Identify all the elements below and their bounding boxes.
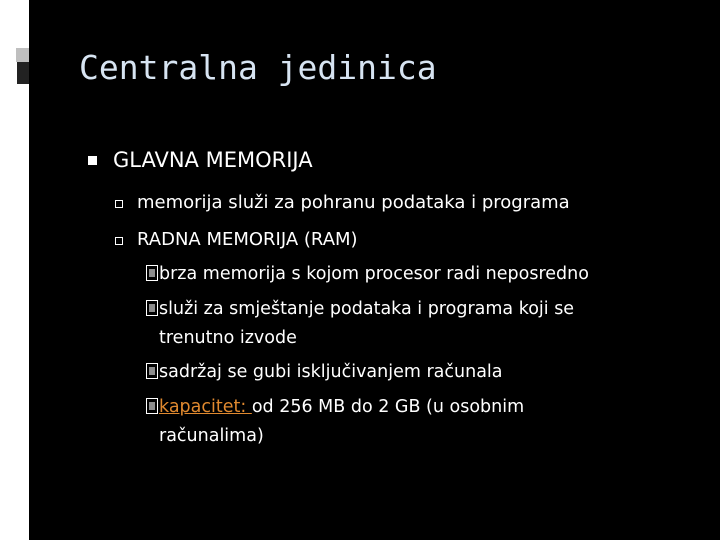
missing-glyph-box-icon [146, 265, 158, 281]
missing-glyph-box-icon [146, 300, 158, 316]
level3-item-4-text: od 256 MB do 2 GB (u osobnim [251, 397, 525, 417]
side-accent-bar [16, 48, 29, 62]
level3-item-3 [146, 362, 503, 382]
hollow-square-bullet-icon [115, 200, 123, 208]
kapacitet-link[interactable]: kapacitet: [159, 397, 252, 417]
level3-item-2-text: služi za smještanje podataka i programa koji se [159, 299, 575, 319]
level2-item-1: memorija služi za pohranu podataka i programa [137, 192, 570, 213]
level2-item-2: RADNA MEMORIJA (RAM) [137, 229, 358, 250]
level3-item-2 [146, 299, 574, 319]
slide-title: Centralna jedinica [79, 48, 437, 87]
hollow-square-bullet-icon [115, 237, 123, 245]
level3-item-2-continuation: trenutno izvode [159, 328, 297, 348]
filled-square-bullet-icon [88, 156, 97, 165]
side-accent-bar-dark [17, 62, 29, 84]
missing-glyph-box-icon [146, 363, 158, 379]
level3-item-3-text: sadržaj se gubi isključivanjem računala [159, 362, 503, 382]
level3-item-1 [146, 264, 589, 284]
missing-glyph-box-icon [146, 398, 158, 414]
level3-item-4 [146, 397, 524, 417]
level3-item-4-continuation: računalima) [159, 426, 264, 446]
level3-item-1-text: brza memorija s kojom procesor radi neposredno [159, 264, 589, 284]
level1-heading: GLAVNA MEMORIJA [113, 148, 313, 172]
